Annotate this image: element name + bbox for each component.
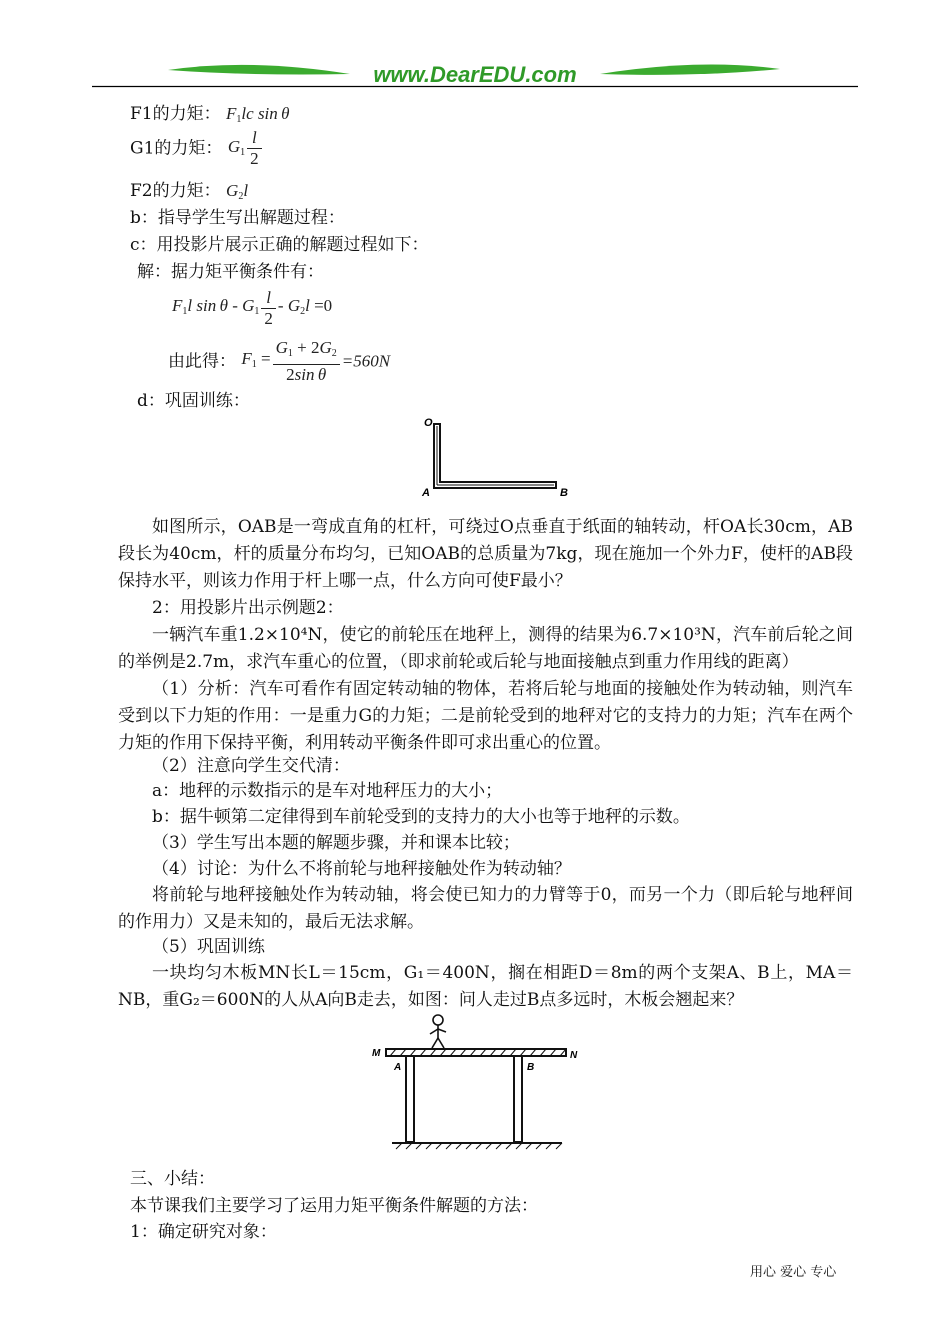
support-a (406, 1056, 414, 1142)
header (0, 0, 950, 100)
note-heading: （2）注意向学生交代清： (152, 756, 350, 776)
right-swoosh (600, 65, 780, 75)
result-label: 由此得： (168, 351, 236, 372)
discussion-answer: 将前轮与地秤接触处作为转动轴，将会使已知力的力臂等于0，而另一个力（即后轮与地秤间的作用力）又是未知的，最后无法求解。 (118, 885, 853, 932)
label-b: B (560, 487, 568, 499)
page-footer: 用心 爱心 专心 (750, 1265, 837, 1280)
f1-moment-label: F1的力矩： (130, 104, 221, 124)
g1-moment-label: G1的力矩： (130, 138, 223, 159)
result-equation: 由此得： $F_1$ = $\frac{G_1 + 2G_2}{\text{2sin θ}}$ =560N (168, 338, 391, 384)
step3-text: （3）学生写出本题的解题步骤，并和课本比较； (152, 833, 520, 853)
step-b: b：指导学生写出解题过程： (130, 208, 345, 228)
lever-diagram (420, 412, 580, 502)
figure-lever-oab (420, 412, 580, 502)
step-d: d：巩固训练： (137, 391, 250, 411)
plank-problem-text: 一块均匀木板MN长L＝15cm，G₁＝400N，搁在相距D＝8m的两个支架A、B上，MA＝NB，重G₂＝600N的人从A向B走去，如图：问人走过B点多远时，木板会翘起来？ (118, 963, 853, 1010)
person-figure (430, 1015, 446, 1048)
discussion-question: （4）讨论：为什么不将前轮与地秤接触处作为转动轴？ (152, 859, 571, 879)
label-o: O (424, 417, 433, 429)
label-n: N (570, 1050, 578, 1061)
label-b2: B (527, 1062, 535, 1073)
practice-heading: （5）巩固训练 (152, 937, 265, 957)
support-b (514, 1056, 522, 1142)
figure-plank-supports (366, 1012, 586, 1152)
f2-moment-formula: $G_2l$ (226, 181, 249, 202)
example2-heading: 2：用投影片出示例题2： (152, 598, 344, 618)
plank-diagram (366, 1012, 586, 1152)
solution-intro: 解：据力矩平衡条件有： (137, 262, 324, 282)
step-c: c：用投影片展示正确的解题过程如下： (130, 235, 429, 255)
car-problem-text: 一辆汽车重1.2×10⁴N，使它的前轮压在地秤上，测得的结果为6.7×10³N，汽车前后轮之间的举例是2.7m，求汽车重心的位置，（即求前轮或后轮与地面接触点到重力作用线的距离） (118, 625, 853, 672)
summary-step1: 1：确定研究对象： (130, 1222, 277, 1242)
f1-moment-formula: $F_1lc$ sin θ (226, 104, 290, 125)
label-m: M (372, 1048, 381, 1059)
summary-heading: 三、小结： (130, 1169, 215, 1189)
lever-outer (434, 424, 556, 488)
note-b: b：据牛顿第二定律得到车前轮受到的支持力的大小也等于地秤的示数。 (152, 807, 690, 827)
f2-moment-line (130, 180, 248, 208)
label-a: A (422, 487, 430, 499)
g1-moment-line (130, 128, 264, 169)
result-value: =560N (341, 351, 391, 371)
summary-intro: 本节课我们主要学习了运用力矩平衡条件解题的方法： (130, 1196, 538, 1216)
balance-equation: $F_1l$ sin θ - $G_1$ $\frac{l}{2}$ - $G_2l =0$ (172, 288, 333, 328)
f2-moment-label: F2的力矩： (130, 181, 221, 201)
lever-problem-text: 如图所示，OAB是一弯成直角的杠杆，可绕过O点垂直于纸面的轴转动，杆OA长30cm，AB段长为40cm，杆的质量分布均匀，已知OAB的总质量为7kg，现在施加一个外力F，使杆的AB段保持水平，则该力作用于杆上哪一点，什么方向可使F最小？ (118, 517, 853, 591)
g1-moment-formula: $G_1$ $\frac{l}{2}$ (228, 137, 264, 156)
left-swoosh (168, 65, 350, 75)
note-a: a：地秤的示数指示的是车对地秤压力的大小； (152, 781, 503, 801)
analysis-text: （1）分析：汽车可看作有固定转动轴的物体，若将后轮与地面的接触处作为转动轴，则汽车受到以下力矩的作用：一是重力G的力矩；二是前轮受到的地秤对它的支持力的力矩；汽车在两个力矩的作用下保持平衡，利用转动平衡条件即可求出重心的位置。 (118, 679, 853, 753)
f1-moment-line (130, 103, 290, 131)
site-logo: www.DearEDU.com (373, 62, 577, 87)
label-a2: A (394, 1062, 402, 1073)
